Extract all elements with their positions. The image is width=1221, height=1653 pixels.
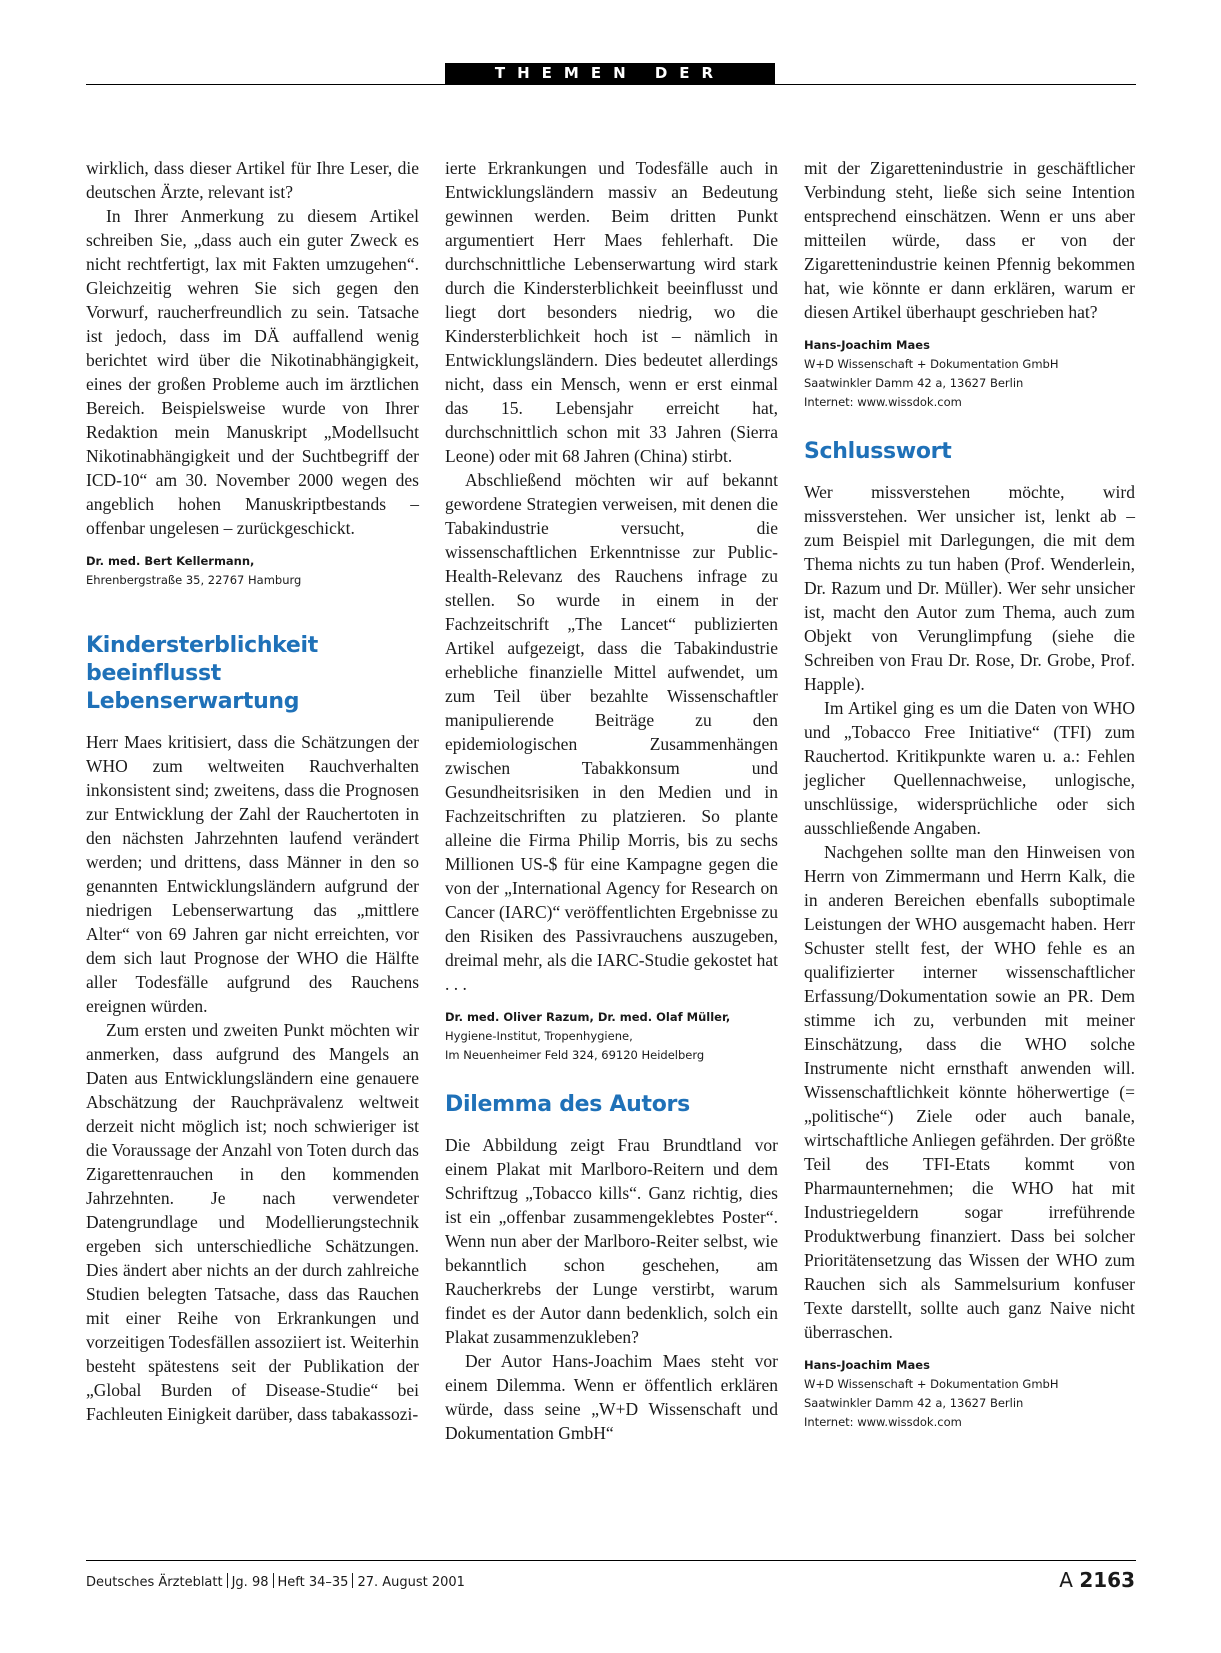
paragraph: Im Artikel ging es um die Daten von WHO und „Tobacco Free Initiative“ (TFI) zum Rauchertod. Kritikpunkte waren u. a.: Fehlen jeglicher Quellennachweise, unlogische, unschlüssige, widersprüchliche oder sich ausschließende Angaben. — [804, 698, 1135, 838]
column-1 — [86, 156, 419, 1426]
footer-rule — [86, 1560, 1136, 1561]
signature — [804, 1356, 1135, 1432]
signature-company: W+D Wissenschaft + Dokumentation GmbH — [804, 1377, 1059, 1391]
paragraph: ierte Erkrankungen und Todesfälle auch in Entwicklungsländern massiv an Bedeutung gewinnen werden. Beim dritten Punkt argumentiert Herr Maes fehlerhaft. Die durchschnittliche Lebenserwartung wird stark durch die Kindersterblichkeit beeinflusst und liegt dort besonders niedrig, wo die Kindersterblichkeit hoch ist – nämlich in Entwicklungsländern. Dies bedeutet allerdings nicht, dass ein Mensch, wenn er erst einmal das 15. Lebensjahr erreicht hat, durchschnittlich schon mit 33 Jahren (Sierra Leone) oder mit 68 Jahren (China) stirbt. — [445, 158, 778, 466]
signature-address: Saatwinkler Damm 42 a, 13627 Berlin — [804, 1396, 1024, 1410]
section-header: THEMEN DER ZEIT — [445, 63, 775, 84]
section-heading: Schlusswort — [804, 439, 952, 464]
signature-university: Saatwinkler Damm 42 a, 13627 Berlin — [804, 376, 1024, 390]
paragraph: Wer missverstehen möchte, wird missverstehen. Wer unsicher ist, lenkt ab – zum Beispiel mit Darlegungen, die mit dem Thema nichts zu tun haben (Prof. Wenderlein, Dr. Razum und Dr. Müller). Wer sehr unsicher ist, macht den Autor zum Thema, auch zum Objekt von Verunglimpfung (siehe die Schreiben von Frau Dr. Rose, Dr. Grobe, Prof. Happle). — [804, 482, 1135, 694]
column-3 — [804, 156, 1135, 1432]
divider — [352, 1573, 353, 1588]
divider — [273, 1573, 274, 1588]
signature-clinic: W+D Wissenschaft + Dokumentation GmbH — [804, 357, 1059, 371]
signature-address: Internet: www.wissdok.com — [804, 395, 962, 409]
paragraph: Nachgehen sollte man den Hinweisen von Herrn von Zimmermann und Herrn Kalk, die in anderen Bereichen ebenfalls suboptimale Leistungen der WHO ausgemacht haben. Herr Schuster stellt fest, der WHO fehle es an qualifizierter interner wissenschaftlicher Erfassung/Dokumentation sowie an PR. Dem stimme ich zu, verbunden mit meiner Einschätzung, dass die WHO solche Instrumente nicht ernsthaft anwenden will. Wissenschaftlichkeit könnte höherwertige (= „politische“) Ziele oder auch banale, wirtschaftliche Anliegen gefährden. Der größte Teil des TFI-Etats kommt von Pharmaunternehmen; die WHO hat mit Industriegeldern sogar irreführende Produktwerbung finanziert. Dass bei solcher Prioritätensetzung das Wissen der WHO zum Rauchen sich als Sammelsurium konfuser Texte darstellt, sollte auch ganz Naive nicht überraschen. — [804, 842, 1135, 1342]
paragraph: In Ihrer Anmerkung zu diesem Artikel schreiben Sie, „dass auch ein guter Zweck es nicht rechtfertigt, lax mit Fakten umzugehen“. Gleichzeitig wehren Sie sich gegen den Vorwurf, raucherfreundlich zu sein. Tatsache ist jedoch, dass im DÄ auffallend wenig berichtet wird über die Nikotinabhängigkeit, eines der großen Probleme auch im ärztlichen Bereich. Beispielsweise wurde von Ihrer Redaktion mein Manuskript „Modellsucht Nikotinabhängigkeit und der Suchtbegriff der ICD-10“ am 30. November 2000 wegen des angeblich hohen Manuskriptbestands – offenbar ungelesen – zurückgeschickt. — [86, 206, 419, 538]
signature-name: Dr. med. Bert Kellermann, — [86, 554, 255, 568]
issue: Heft 34–35 — [277, 1575, 349, 1590]
journal-name: Deutsches Ärzteblatt — [86, 1575, 223, 1590]
signature — [804, 336, 1135, 412]
signature — [445, 1008, 778, 1065]
paragraph: Zum ersten und zweiten Punkt möchten wir anmerken, dass aufgrund des Mangels an Daten aus Entwicklungsländern eine genauere Abschätzung der Rauchprävalenz weltweit derzeit nicht möglich ist; noch schwieriger ist die Voraussage der Anzahl von Toten durch das Zigarettenrauchen in den kommenden Jahrzehnten. Je nach verwendeter Datengrundlage und Modellierungstechnik ergeben sich unterschiedliche Schätzungen. Dies ändert aber nichts an der durch zahlreiche Studien belegten Tatsache, dass das Rauchen mit einer Reihe von Erkrankungen und vorzeitigen Todesfällen assoziiert ist. Weiterhin besteht spätestens seit der Publikation der „Global Burden of Disease-Studie“ bei Fachleuten Einigkeit darüber, dass tabakassozi- — [86, 1020, 419, 1424]
paragraph: Herr Maes kritisiert, dass die Schätzungen der WHO zum weltweiten Rauchverhalten inkonsistent sind; zweitens, dass die Prognosen zur Entwicklung der Zahl der Rauchertoten in den nächsten Jahrzehnten laufend verändert werden; und drittens, dass Männer in den so genannten Entwicklungsländern aufgrund der niedrigen Lebenserwartung das „mittlere Alter“ von 69 Jahren gar nicht erreichten, vor dem sich laut Prognose der WHO die Hälfte aller Todesfälle aufgrund des Rauchens ereignen würden. — [86, 732, 419, 1016]
signature-website: Internet: www.wissdok.com — [804, 1415, 962, 1429]
signature-name: Hans-Joachim Maes — [804, 1358, 930, 1372]
paragraph: mit der Zigarettenindustrie in geschäftlicher Verbindung steht, ließe sich seine Intention entsprechend einschätzen. Wenn er uns aber mitteilen würde, dass er von der Zigarettenindustrie keinen Pfennig bekommen hat, wie könnte er dann erklären, warum er diesen Artikel überhaupt geschrieben hat? — [804, 158, 1135, 322]
section-heading: Dilemma des Autors — [445, 1092, 690, 1117]
divider — [227, 1573, 228, 1588]
page-prefix: A — [1059, 1568, 1073, 1592]
volume: Jg. 98 — [231, 1575, 269, 1590]
signature-name: Hans-Joachim Maes — [804, 338, 930, 352]
signature-address: Im Neuenheimer Feld 324, 69120 Heidelberg — [445, 1048, 705, 1062]
paragraph: Der Autor Hans-Joachim Maes steht vor einem Dilemma. Wenn er öffentlich erklären würde, dass seine „W+D Wissenschaft und Dokumentation GmbH“ — [445, 1351, 778, 1443]
signature-address: Ehrenbergstraße 35, 22767 Hamburg — [86, 573, 302, 587]
paragraph: Abschließend möchten wir auf bekannt gewordene Strategien verweisen, mit denen die Tabakindustrie versucht, die wissenschaftlichen Erkenntnisse zur Public-Health-Relevanz des Rauchens infrage zu stellen. So wurde in einem in der Fachzeitschrift „The Lancet“ publizierten Artikel aufgezeigt, dass die Tabakindustrie erhebliche finanzielle Mittel aufwendet, um zum Teil über bezahlte Wissenschaftler manipulierende Beiträge zu den epidemiologischen Zusammenhängen zwischen Tabakkonsum und Gesundheitsrisiken in den Medien und in Fachzeitschriften zu platzieren. So plante alleine die Firma Philip Morris, bis zu sechs Millionen US-$ für eine Kampagne gegen die von der „International Agency for Research on Cancer (IARC)“ veröffentlichten Ergebnisse zu den Risiken des Passivrauchens auszugeben, dreimal mehr, als die IARC-Studie gekostet hat . . . — [445, 470, 778, 994]
footer-citation — [86, 1573, 465, 1590]
signature-name: Dr. med. Oliver Razum, Dr. med. Olaf Müller, — [445, 1010, 731, 1024]
page-number-value: 2163 — [1079, 1568, 1135, 1592]
date: 27. August 2001 — [357, 1575, 465, 1590]
paragraph: wirklich, dass dieser Artikel für Ihre Leser, die deutschen Ärzte, relevant ist? — [86, 158, 419, 202]
column-2 — [445, 156, 778, 1445]
page-number — [1059, 1568, 1135, 1592]
paragraph: Die Abbildung zeigt Frau Brundtland vor einem Plakat mit Marlboro-Reitern und dem Schriftzug „Tobacco kills“. Ganz richtig, dies ist ein „offenbar zusammengeklebtes Poster“. Wenn nun aber der Marlboro-Reiter selbst, wie bekanntlich schon geschehen, am Raucherkrebs der Lunge verstirbt, warum findet es der Autor dann bedenklich, solch ein Plakat zusammenzukleben? — [445, 1135, 778, 1347]
signature-institute: Hygiene-Institut, Tropenhygiene, — [445, 1029, 633, 1043]
section-heading: Kindersterblichkeit beeinflusst Lebenserwartung — [86, 633, 319, 714]
signature — [86, 552, 419, 590]
